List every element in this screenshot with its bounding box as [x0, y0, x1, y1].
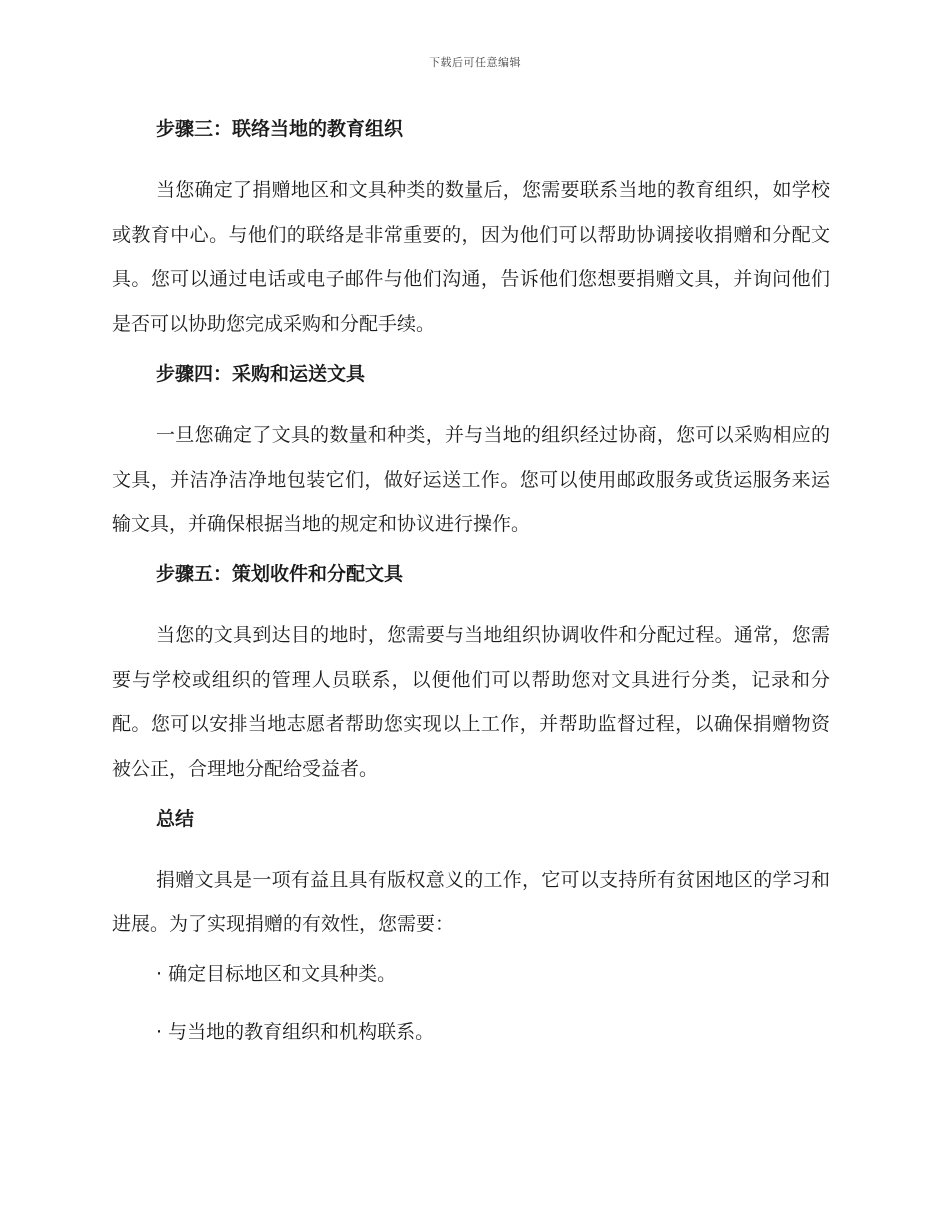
section-paragraph-summary: 捐赠文具是一项有益且具有版权意义的工作，它可以支持所有贫困地区的学习和进展。为了实现捐赠的有效性，您需要：: [112, 868, 830, 936]
bullet-item: · 与当地的教育组织和机构联系。: [156, 1021, 435, 1044]
section-heading-step-4: 步骤四：采购和运送文具: [156, 362, 366, 385]
section-paragraph-step-5: 当您的文具到达目的地时，您需要与当地组织协调收件和分配过程。通常，您需要与学校或组织的管理人员联系，以便他们可以帮助您对文具进行分类，记录和分配。您可以安排当地志愿者帮助您实现以上工作，并帮助监督过程，以确保捐赠物资被公正，合理地分配给受益者。: [112, 623, 830, 781]
document-body: [112, 112, 830, 1073]
bullet-item: · 确定目标地区和文具种类。: [156, 963, 397, 986]
section-heading-step-5: 步骤五：策划收件和分配文具: [156, 562, 404, 585]
section-paragraph-step-3: 当您确定了捐赠地区和文具种类的数量后，您需要联系当地的教育组织，如学校或教育中心。与他们的联络是非常重要的，因为他们可以帮助协调接收捐赠和分配文具。您可以通过电话或电子邮件与他们沟通，告诉他们您想要捐赠文具，并询问他们是否可以协助您完成采购和分配手续。: [112, 179, 830, 336]
section-heading-step-3: 步骤三：联络当地的教育组织: [156, 118, 404, 140]
section-paragraph-step-4: 一旦您确定了文具的数量和种类，并与当地的组织经过协商，您可以采购相应的文具，并洁净洁净地包装它们，做好运送工作。您可以使用邮政服务或货运服务来运输文具，并确保根据当地的规定和协议进行操作。: [112, 423, 830, 536]
header-note: 下载后可任意编辑: [429, 56, 521, 69]
section-heading-summary: 总结: [156, 807, 195, 830]
